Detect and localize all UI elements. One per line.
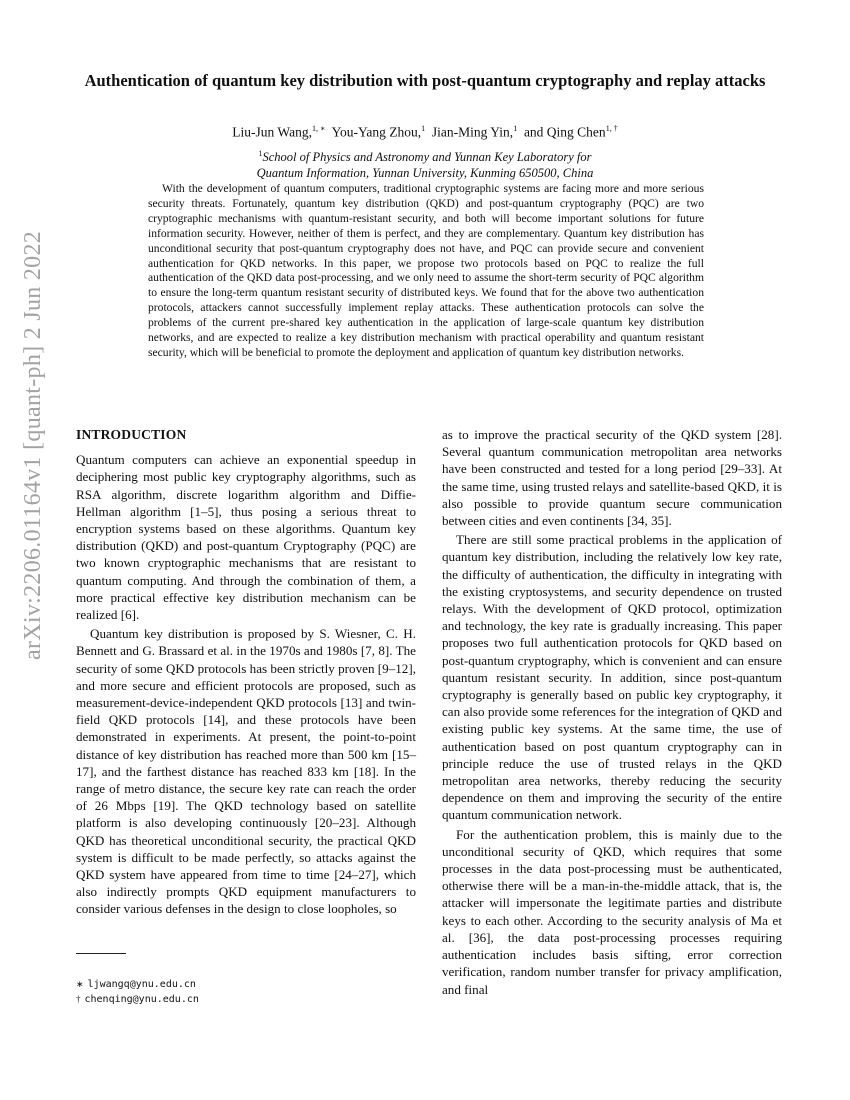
author-affiliation-mark: 1, † — [605, 124, 618, 133]
footnote — [76, 977, 376, 992]
paper-title: Authentication of quantum key distribution with post-quantum cryptography and replay attacks — [84, 71, 766, 90]
section-heading: INTRODUCTION — [76, 427, 187, 442]
body-paragraph: For the authentication problem, this is mainly due to the unconditional security of QKD, which requires that some processes in the data post-processing must be authenticated, otherwise there will be a man-in-the-middle attack, that is, the attacker will impersonate the legitimate parties and distribute keys to each other. According to the security analysis of Ma et al. [36], the data post-processing processes requiring authentication includes basis sifting, error correction verification, random number transfer for privacy amplification, and final — [442, 826, 782, 997]
footnote-email-link[interactable]: chenqing@ynu.edu.cn — [84, 994, 199, 1005]
author-name: You-Yang Zhou, — [331, 124, 422, 140]
author-name: Jian-Ming Yin, — [431, 124, 514, 140]
footnote — [76, 992, 376, 1007]
author-list — [80, 124, 770, 141]
footnote-divider — [76, 953, 126, 954]
body-paragraph: as to improve the practical security of the QKD system [28]. Several quantum communication metropolitan area networks have been constructed and tested for a long period [29–33]. At the same time, using trusted relays and satellite-based QKD, it is also possible to provide quantum secure communication between cities and even continents [34, 35]. — [442, 427, 782, 529]
arxiv-identifier: arXiv:2206.01164v1 [quant-ph] 2 Jun 2022 — [20, 230, 46, 660]
footnote-email-link[interactable]: ljwangq@ynu.edu.cn — [87, 979, 196, 990]
author-name: and Qing Chen — [523, 124, 606, 140]
affiliation-line: Quantum Information, Yunnan University, Kunming 650500, China — [256, 166, 594, 181]
author-affiliation-mark: 1 — [421, 124, 426, 133]
body-paragraph: There are still some practical problems in the application of quantum key distribution, including the relatively low key rate, the difficulty of authentication, the difficulty in integrating with the existing cryptosystems, and security dependence on trusted relays. With the development of QKD protocol, optimization and technology, the key rate is gradually increasing. This paper proposes two full authentication protocols for QKD based on post-quantum cryptography, which is convenient and can ensure quantum resistant security. In addition, since post-quantum cryptography is generally based on public key cryptography, it can also provide some references for the integration of QKD and existing public key systems. At the same time, the use of authentication based on post quantum cryptography can in principle reduce the use of trusted relays in the QKD metropolitan area networks, thereby reducing the security dependence on them and improving the security of the entire quantum communication network. — [442, 532, 782, 823]
author-affiliation-mark: 1, ∗ — [311, 124, 326, 133]
affiliation — [80, 146, 770, 181]
footnote-mark: ∗ — [76, 979, 84, 989]
affiliation-line: School of Physics and Astronomy and Yunnan Key Laboratory for — [262, 150, 592, 165]
body-paragraph: Quantum computers can achieve an exponential speedup in deciphering most public key cryptography algorithms, such as RSA algorithm, discrete logarithm algorithm and Diffie-Hellman algorithm [1–5], thus posing a serious threat to encryption systems based on these algorithms. Quantum key distribution (QKD) and post-quantum Cryptography (PQC) are two known cryptographic mechanisms that are resistant to quantum computing. And through the combination of them, a more practical effective key distribution mechanism can be realized [6]. — [76, 452, 416, 623]
right-column — [442, 426, 782, 1000]
author-name: Liu-Jun Wang, — [232, 124, 312, 140]
abstract: With the development of quantum computers, traditional cryptographic systems are facing more and more serious security threats. Fortunately, quantum key distribution (QKD) and post-quantum cryptography (PQC) are two cryptographic mechanisms with quantum-resistant security, and both will become important solutions for future information security. However, neither of them is perfect, and they are complementary. Quantum key distribution has unconditional security that post-quantum cryptography does not have, and PQC can provide secure and convenient authentication for QKD networks. In this paper, we propose two protocols based on PQC to realize the full authentication of the QKD data post-processing, and we only need to assume the short-term security of PQC algorithm to ensure the long-term quantum resistant security of distributed keys. We found that for the above two authentication protocols, attackers cannot successfully implement replay attacks. These authentication protocols can solve the problems of the current pre-shared key authentication in the application of large-scale quantum key distribution networks, and are expected to realize a key distribution mechanism with practical operability and quantum resistant security, which will be beneficial to promote the deployment and application of quantum key distribution networks. — [148, 182, 704, 359]
affiliation-mark: 1 — [258, 149, 263, 158]
footnotes — [76, 977, 376, 1007]
body-paragraph: Quantum key distribution is proposed by S. Wiesner, C. H. Bennett and G. Brassard et al. in the 1970s and 1980s [7, 8]. The security of some QKD protocols has been strictly proven [9–12], and more secure and efficient protocols are proposed, such as measurement-device-independent QKD protocols [13] and twin-field QKD protocols [14], and these protocols have been demonstrated in experiments. At present, the point-to-point distance of key distribution has reached more than 500 km [15–17], and the farthest distance has reached 833 km [18]. In the range of metro distance, the secure key rate can reach the order of 26 Mbps [19]. The QKD technology based on satellite platform is also developing continuously [20–23]. Although QKD has theoretical unconditional security, the practical QKD system is difficult to be made perfectly, so attacks against the QKD system have appeared from time to time [24–27], which also indirectly prompts QKD equipment manufacturers to consider various defenses in the design to close loopholes, so — [76, 626, 416, 917]
footnote-mark: † — [76, 994, 81, 1004]
left-column — [76, 426, 416, 920]
author-affiliation-mark: 1 — [513, 124, 518, 133]
